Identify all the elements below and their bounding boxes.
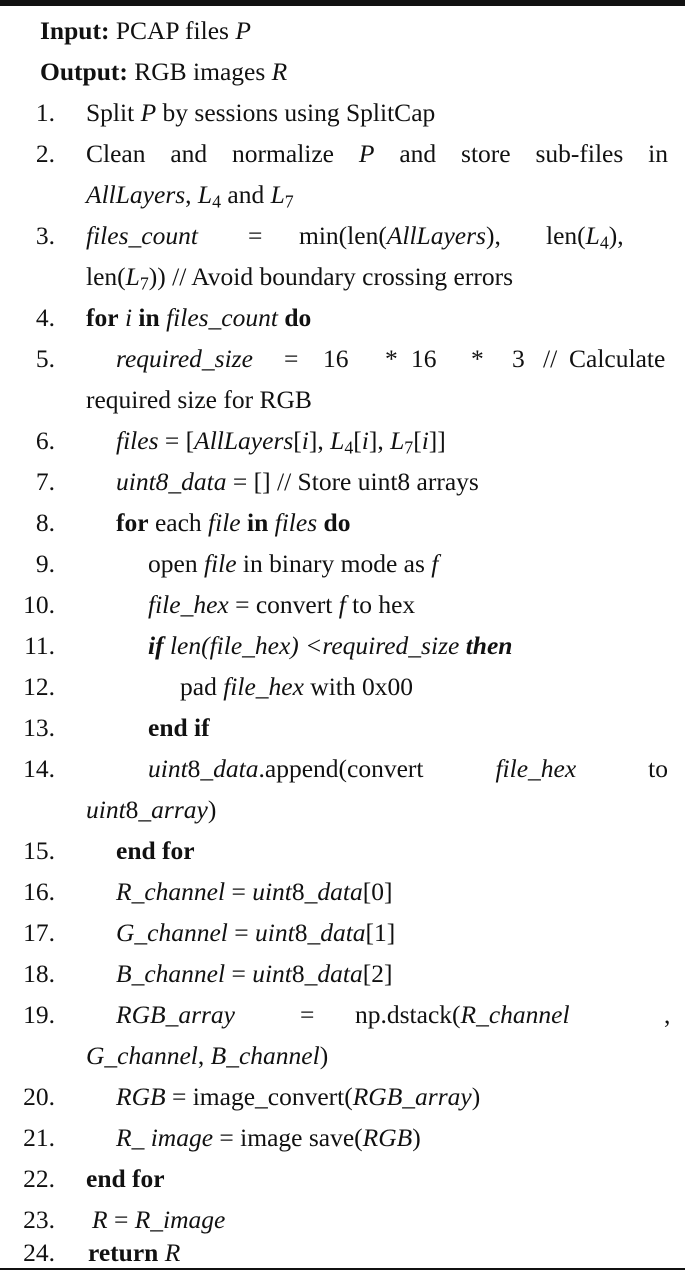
line-number: 14. (23, 754, 55, 783)
line-number: 16. (23, 877, 55, 906)
top-rule (0, 0, 685, 6)
bottom-rule (0, 1268, 685, 1270)
line-number: 9. (35, 549, 55, 578)
line-number: 2. (35, 139, 55, 168)
line-number: 23. (23, 1205, 55, 1234)
line-number: 1. (35, 98, 55, 127)
line-number: 18. (23, 959, 55, 988)
line-number: 10. (23, 590, 55, 619)
line-number: 3. (35, 221, 55, 250)
line-number: 5. (35, 344, 55, 373)
line-number: 20. (23, 1082, 55, 1111)
output-label: Output: (40, 57, 128, 86)
line-number: 21. (23, 1123, 55, 1152)
line-number: 4. (35, 303, 55, 332)
line-number: 24. (23, 1238, 55, 1267)
line-number: 6. (35, 426, 55, 455)
line-number: 12. (23, 672, 55, 701)
output-text: RGB images (134, 57, 266, 86)
input-text: PCAP files (115, 16, 229, 45)
input-var: P (235, 16, 251, 45)
line-number: 15. (23, 836, 55, 865)
input-label: Input: (40, 16, 110, 45)
line-number: 11. (24, 631, 55, 660)
line-number: 22. (23, 1164, 55, 1193)
line-number: 13. (23, 713, 55, 742)
line-number: 8. (35, 508, 55, 537)
line-number: 7. (35, 467, 55, 496)
line-number: 19. (23, 1000, 55, 1029)
output-var: R (271, 57, 288, 86)
line-number: 17. (23, 918, 55, 947)
